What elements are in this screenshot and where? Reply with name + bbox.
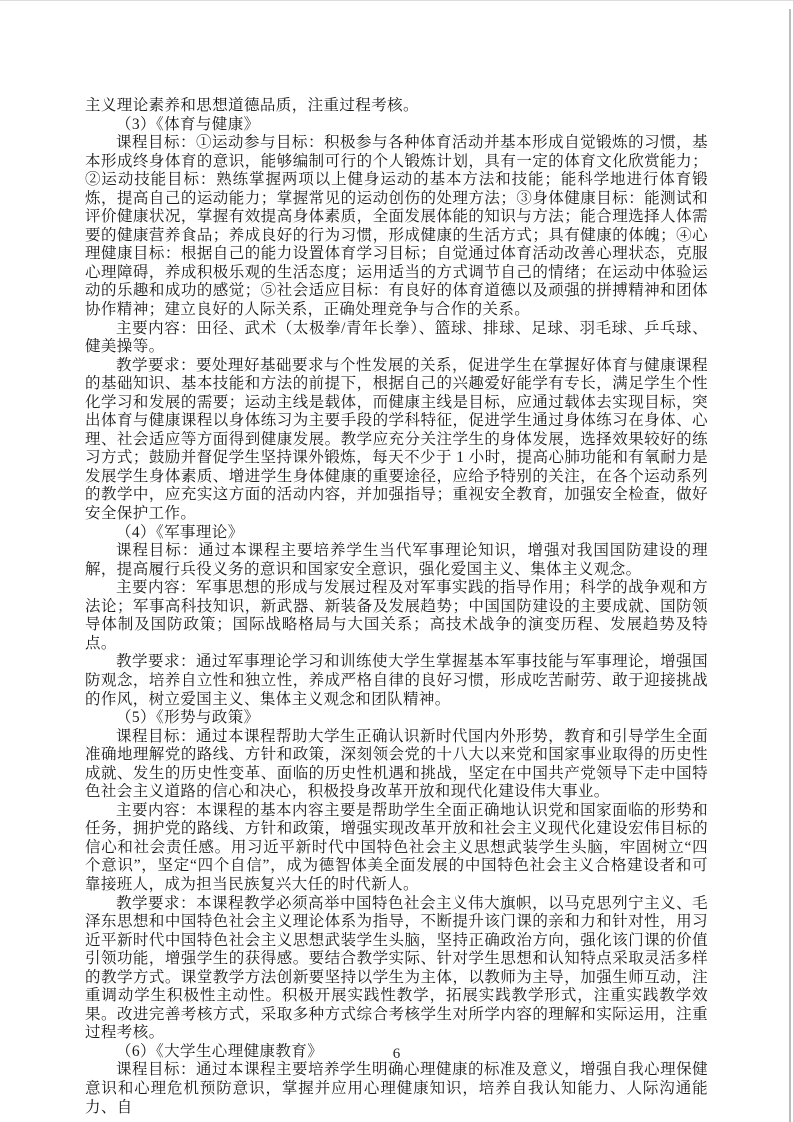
paragraph-pe-teaching-requirements: 教学要求：要处理好基础要求与个性发展的关系，促进学生在掌握好体育与健康课程的基础知识、基本技能和方法的前提下，根据自己的兴趣爱好能学有专长，满足学生个性化学习和发展的需要；运动主线是载体，而健康主线是目标，应通过载体去实现目标，突出体育与健康课程以身体练习为主要手段的学科特征，促进学生通过身体练习在身体、心理、社会适应等方面得到健康发展。教学应充分关注学生的身体发展，选择效果较好的练习方式；鼓励并督促学生坚持课外锻炼，每天不少于 1 小时，提高心肺功能和有氧耐力是发展学生身体素质、增进学生身体健康的重要途径，应给予特别的关注，在各个运动系列的教学中，应充实这方面的活动内容，并加强指导；重视安全教育，加强安全检查，做好安全保护工作。	[85, 356, 708, 523]
paragraph-situation-main-content: 主要内容：本课程的基本内容主要是帮助学生全面正确地认识党和国家面临的形势和任务，拥护党的路线、方针和政策，增强实现改革开放和社会主义现代化建设宏伟目标的信心和社会责任感。用习近平新时代中国特色社会主义思想武装学生头脑，牢固树立“四个意识”，坚定“四个自信”，成为德智体美全面发展的中国特色社会主义合格建设者和可靠接班人，成为担当民族复兴大任的时代新人。	[85, 801, 708, 893]
paragraph-mental-health-course-objectives: 课程目标：通过本课程主要培养学生明确心理健康的标准及意义，增强自我心理保健意识和心理危机预防意识，掌握并应用心理健康知识，培养自我认知能力、人际沟通能力、自	[85, 1061, 708, 1116]
paragraph-situation-teaching-requirements: 教学要求：本课程教学必须高举中国特色社会主义伟大旗帜，以马克思列宁主义、毛泽东思想和中国特色社会主义理论体系为指导，不断提升该门课的亲和力和针对性，用习近平新时代中国特色社会主义思想武装学生头脑，坚持正确政治方向，强化该门课的价值引领功能，增强学生的获得感。要结合教学实际、针对学生思想和认知特点采取灵活多样的教学方式。课堂教学方法创新要坚持以学生为主体，以教师为主导，加强生师互动，注重调动学生积极性主动性。积极开展实践性教学，拓展实践教学形式，注重实践教学效果。改进完善考核方式，采取多种方式综合考核学生对所学内容的理解和实际运用，注重过程考核。	[85, 894, 708, 1042]
paragraph-situation-course-objectives: 课程目标：通过本课程帮助大学生正确认识新时代国内外形势，教育和引导学生全面准确地理解党的路线、方针和政策，深刻领会党的十八大以来党和国家事业取得的历史性成就、发生的历史性变革、面临的历史性机遇和挑战，坚定在中国共产党领导下走中国特色社会主义道路的信心和决心，积极投身改革开放和现代化建设伟大事业。	[85, 727, 708, 801]
section-heading-5-situation-policy: （5）《形势与政策》	[116, 709, 260, 727]
section-heading-4-military-theory: （4）《军事理论》	[116, 523, 244, 541]
page-number: 6	[392, 1046, 401, 1062]
paragraph-pe-course-objectives: 课程目标：①运动参与目标：积极参与各种体育活动并基本形成自觉锻炼的习惯，基本形成终身体育的意识，能够编制可行的个人锻炼计划，具有一定的体育文化欣赏能力；②运动技能目标：熟练掌握两项以上健身运动的基本方法和技能；能科学地进行体育锻炼，提高自己的运动能力；掌握常见的运动创伤的处理方法；③身体健康目标：能测试和评价健康状况，掌握有效提高身体素质，全面发展体能的知识与方法；能合理选择人体需要的健康营养食品；养成良好的行为习惯，形成健康的生活方式；具有健康的体魄；④心理健康目标：根据自己的能力设置体育学习目标；自觉通过体育活动改善心理状态，克服心理障碍，养成积极乐观的生活态度；运用适当的方式调节自己的情绪；在运动中体验运动的乐趣和成功的感觉；⑤社会适应目标：有良好的体育道德以及顽强的拼搏精神和团体协作精神；建立良好的人际关系，正确处理竞争与合作的关系。	[85, 134, 708, 319]
paragraph-military-main-content: 主要内容：军事思想的形成与发展过程及对军事实践的指导作用；科学的战争观和方法论；军事高科技知识，新武器、新装备及发展趋势；中国国防建设的主要成就、国防领导体制及国防政策；国际战略格局与大国关系；高技术战争的演变历程、发展趋势及特点。	[85, 579, 708, 652]
section-heading-3-pe-health: （3）《体育与健康》	[116, 115, 260, 133]
paragraph-military-course-objectives: 课程目标：通过本课程主要培养学生当代军事理论知识，增强对我国国防建设的理解，提高履行兵役义务的意识和国家安全意识，强化爱国主义、集体主义观念。	[85, 542, 708, 578]
paragraph-military-teaching-requirements: 教学要求：通过军事理论学习和训练使大学生掌握基本军事技能与军事理论，增强国防观念，培养自立性和独立性，养成严格自律的良好习惯，形成吃苦耐劳、敢于迎接挑战的作风，树立爱国主义、集体主义观念和团队精神。	[85, 653, 708, 708]
paragraph-continuation: 主义理论素养和思想道德品质，注重过程考核。	[85, 97, 419, 114]
scan-edge-top	[0, 0, 793, 1]
paragraph-pe-main-content: 主要内容：田径、武术（太极拳/青年长拳）、篮球、排球、足球、羽毛球、乒乓球、健美操等。	[85, 319, 708, 356]
section-heading-6-mental-health: （6）《大学生心理健康教育》	[116, 1042, 324, 1060]
document-body	[85, 97, 708, 1117]
scan-edge-right	[789, 9, 791, 1122]
